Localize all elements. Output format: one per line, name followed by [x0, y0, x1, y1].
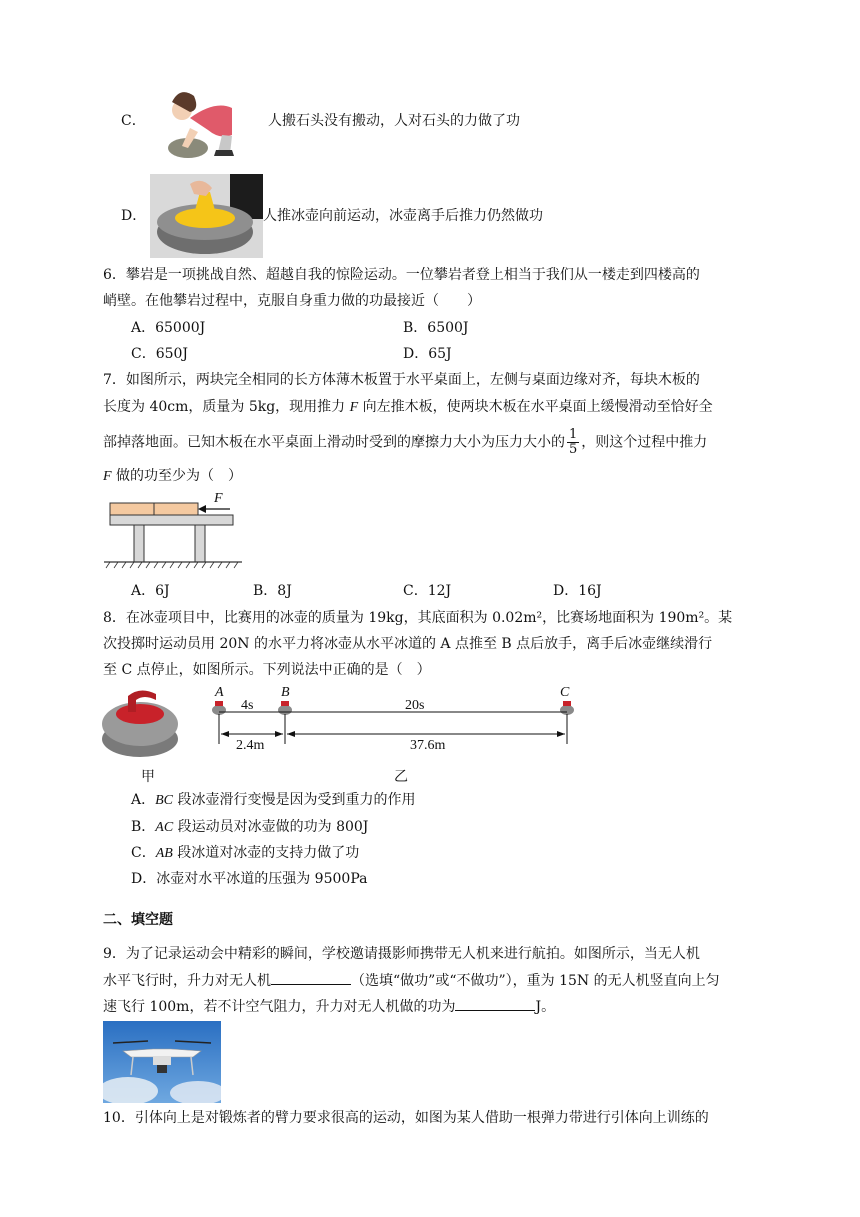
q9-text-line3: 速飞行 100m，若不计空气阻力，升力对无人机做的功为 J。 [103, 996, 555, 1017]
point-b-label: B [281, 685, 290, 700]
stone-at-a [212, 701, 226, 715]
time-bc-label: 20s [405, 698, 425, 713]
q8-option-c: C．AB 段冰道对冰壶的支持力做了功 [131, 845, 360, 861]
fraction-one-fifth: $\frac{1}{5}$ [569, 427, 578, 457]
q7-table-boards-diagram [100, 488, 245, 573]
time-ab-label: 4s [241, 698, 254, 713]
q7-option-d: D．16J [553, 583, 602, 599]
answer-blank-1[interactable] [271, 970, 351, 985]
q6-text-line1: 6．攀岩是一项挑战自然、超越自我的惊险运动。一位攀岩者登上相当于我们从一楼走到四楼高的 [103, 267, 700, 283]
q8-option-a: A．BC 段冰壶滑行变慢是因为受到重力的作用 [131, 792, 416, 808]
q8-text-line3: 至 C 点停止，如图所示。下列说法中正确的是（ ） [103, 662, 431, 678]
q7-option-c: C．12J [403, 583, 452, 599]
q6-option-b: B．6500J [403, 320, 469, 336]
q5-option-d-letter: D． [121, 208, 147, 224]
q5-option-d-text: 人推冰壶向前运动，冰壶离手后推力仍然做功 [263, 208, 543, 224]
q8-option-d: D．冰壶对水平冰道的压强为 9500Pa [131, 871, 368, 887]
q8-text-line1: 8．在冰壶项目中，比赛用的冰壶的质量为 19kg，其底面积为 0.02m²，比赛场地面积为 190m²。某 [103, 610, 733, 626]
q7-text-line3: 部掉落地面。已知木板在水平桌面上滑动时受到的摩擦力大小为压力大小的 $\frac{1}{5}$ ，则这个过程中推力 [103, 427, 708, 457]
q7-text-line1: 7．如图所示，两块完全相同的长方体薄木板置于水平桌面上，左侧与桌面边缘对齐，每块木板的 [103, 372, 700, 388]
q6-text-line2: 峭壁。在他攀岩过程中，克服自身重力做的功最接近（ ） [103, 293, 481, 309]
q6-option-d: D．65J [403, 346, 452, 362]
curling-stone-image [100, 684, 180, 759]
q9-text-line1: 9．为了记录运动会中精彩的瞬间，学校邀请摄影师携带无人机来进行航拍。如图所示，当无人机 [103, 946, 700, 962]
point-c-label: C [560, 685, 570, 700]
q9-text-line2: 水平飞行时，升力对无人机 （选填“做功”或“不做功”），重为 15N 的无人机竖直向上匀 [103, 970, 720, 991]
q7-option-a: A．6J [131, 583, 170, 599]
q5-option-c-text: 人搬石头没有搬动，人对石头的力做了功 [268, 113, 520, 129]
curling-track-diagram [205, 682, 585, 752]
q7-text-line4: F 做的功至少为（ ） [103, 468, 243, 484]
q6-option-a: A．65000J [131, 320, 206, 336]
person-lifting-stone-illustration [160, 80, 240, 160]
q7-option-b: B．8J [253, 583, 292, 599]
q6-option-c: C．650J [131, 346, 189, 362]
dist-ab-label: 2.4m [236, 738, 265, 752]
stone-at-c [560, 701, 574, 715]
section-heading-fill-blank: 二、填空题 [103, 912, 173, 928]
dist-bc-label: 37.6m [410, 738, 446, 752]
q10-text-line1: 10．引体向上是对锻炼者的臂力要求很高的运动，如图为某人借助一根弹力带进行引体向上训练的 [103, 1110, 709, 1126]
point-a-label: A [215, 685, 224, 700]
answer-blank-2[interactable] [455, 996, 535, 1011]
q8-text-line2: 次投掷时运动员用 20N 的水平力将冰壶从水平冰道的 A 点推至 B 点后放手，离手后冰壶继续滑行 [103, 636, 713, 652]
curling-stone-push-photo [150, 174, 263, 258]
figure-label-yi: 乙 [394, 769, 408, 785]
stone-at-b [278, 701, 292, 715]
force-f-label: F [214, 491, 223, 506]
q8-option-b: B．AC 段运动员对冰壶做的功为 800J [131, 819, 369, 835]
q7-text-line2: 长度为 40cm，质量为 5kg，现用推力 F 向左推木板，使两块木板在水平桌面上缓慢滑动至恰好全 [103, 399, 713, 415]
figure-label-jia: 甲 [141, 769, 155, 785]
q5-option-c-letter: C． [121, 113, 146, 129]
drone-photo [103, 1021, 221, 1103]
